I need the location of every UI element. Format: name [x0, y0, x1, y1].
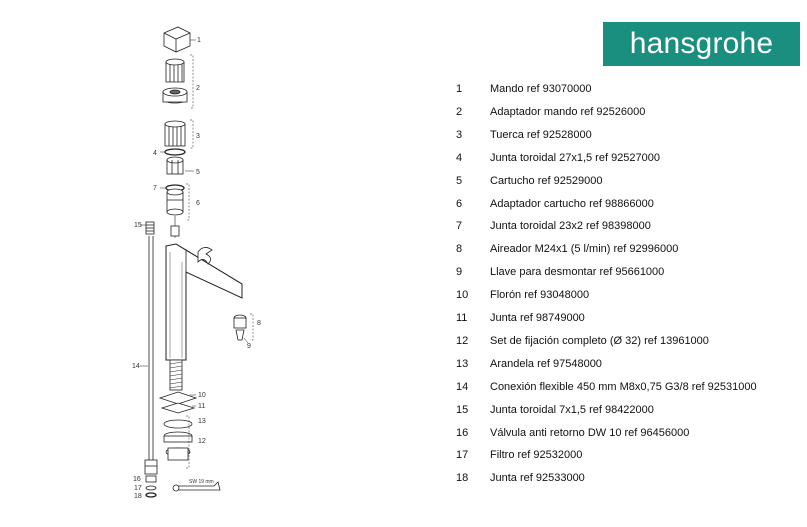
callout-9: 9 [247, 343, 251, 350]
escutcheon-part [160, 392, 196, 404]
part-description: Conexión flexible 450 mm M8x0,75 G3/8 ref 92531000 [490, 380, 757, 393]
hose-o-ring-part [146, 222, 154, 234]
o-ring-27-part [165, 149, 185, 155]
callout-15: 15 [134, 222, 142, 229]
nut-part [165, 121, 185, 146]
callout-5: 5 [196, 169, 200, 176]
part-number: 14 [456, 380, 469, 393]
part-description: Set de fijación completo (Ø 32) ref 13961000 [490, 334, 709, 347]
part-description: Filtro ref 92532000 [490, 449, 583, 462]
part-description: Arandela ref 97548000 [490, 357, 602, 370]
handle-adapter-part [163, 59, 187, 103]
part-number: 17 [456, 449, 469, 462]
part-number: 11 [456, 312, 468, 324]
callout-2: 2 [196, 85, 200, 92]
part-number: 8 [456, 243, 463, 256]
part-number: 7 [456, 220, 463, 233]
part-number: 15 [456, 403, 469, 416]
part-number: 3 [456, 128, 463, 141]
tap-body [166, 244, 242, 390]
non-return-valve-part [146, 476, 156, 497]
part-number: 16 [456, 426, 469, 439]
part-number: 9 [456, 266, 463, 279]
callout-18: 18 [134, 493, 142, 500]
part-number: 10 [456, 289, 469, 302]
callout-16: 16 [133, 476, 141, 483]
part-description: Junta toroidal 23x2 ref 98398000 [490, 220, 651, 233]
callout-17: 17 [134, 485, 142, 492]
handle-part [164, 27, 190, 52]
callout-12: 12 [198, 438, 206, 445]
part-number: 12 [456, 334, 469, 347]
part-description: Adaptador mando ref 92526000 [490, 105, 646, 118]
callout-14: 14 [132, 363, 140, 370]
hansgrohe-logo: hansgrohe [603, 22, 800, 66]
callout-11: 11 [198, 403, 206, 410]
callout-1: 1 [197, 37, 201, 44]
callout-4: 4 [153, 150, 157, 157]
spanner-size-label: SW 19 mm [189, 479, 214, 485]
part-description: Mando ref 93070000 [490, 83, 592, 95]
part-number: 2 [456, 105, 463, 118]
callout-10: 10 [198, 392, 206, 399]
cartridge-adapter-part [166, 185, 184, 215]
callout-6: 6 [196, 200, 200, 207]
part-description: Junta ref 92533000 [490, 472, 585, 485]
part-number: 5 [456, 174, 463, 187]
part-description: Aireador M24x1 (5 l/min) ref 92996000 [490, 243, 679, 256]
part-description: Junta ref 98749000 [490, 312, 585, 324]
part-description: Cartucho ref 92529000 [490, 174, 603, 187]
part-description: Adaptador cartucho ref 98866000 [490, 197, 654, 210]
part-number: 13 [456, 357, 469, 370]
part-number: 1 [456, 83, 463, 95]
callout-13: 13 [198, 418, 206, 425]
part-description: Junta toroidal 27x1,5 ref 92527000 [490, 151, 661, 164]
cartridge-part [167, 157, 183, 174]
part-number: 4 [456, 151, 463, 164]
gasket-part [162, 403, 194, 413]
part-description: Florón ref 93048000 [490, 289, 590, 302]
part-description: Llave para desmontar ref 95661000 [490, 266, 665, 279]
fixing-set-part [164, 420, 192, 460]
part-description: Tuerca ref 92528000 [490, 128, 592, 141]
part-number: 18 [456, 472, 469, 485]
exploded-view-diagram [0, 0, 300, 527]
part-description: Válvula anti retorno DW 10 ref 96456000 [490, 426, 690, 439]
callout-8: 8 [257, 320, 261, 327]
flexible-hose-part [145, 236, 157, 474]
callout-7: 7 [153, 185, 157, 192]
aerator-part [234, 315, 246, 340]
part-number: 6 [456, 197, 463, 210]
part-description: Junta toroidal 7x1,5 ref 98422000 [490, 403, 654, 416]
callout-3: 3 [196, 133, 200, 140]
